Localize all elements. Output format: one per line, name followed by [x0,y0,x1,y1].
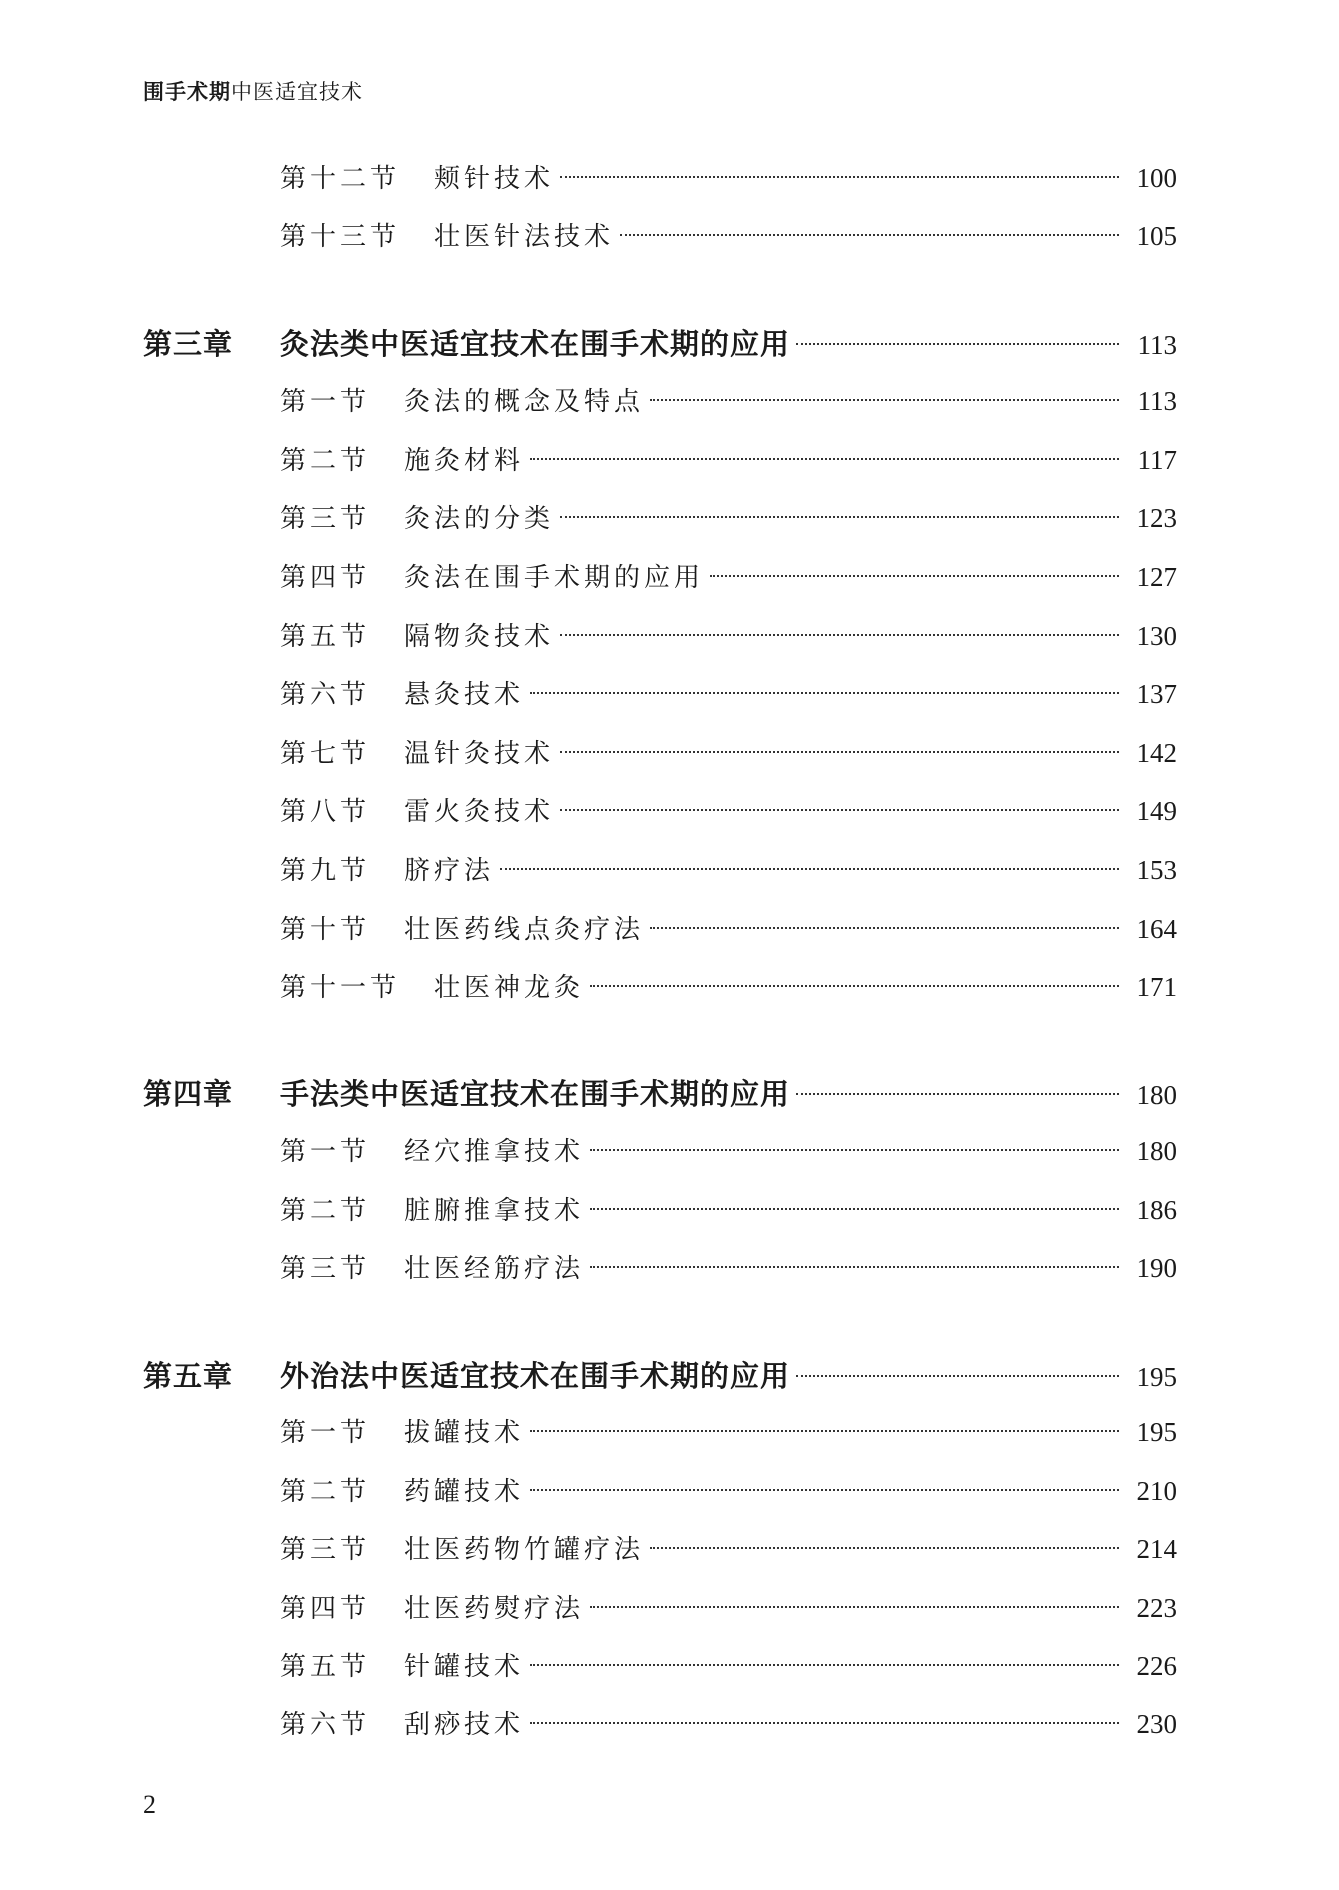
entry-title: 施灸材料 [404,446,525,476]
entry-page: 123 [1136,503,1177,533]
entry-page: 130 [1136,621,1177,651]
entry-page: 226 [1136,1651,1177,1681]
toc-section-entry[interactable] [280,1646,1177,1683]
dot-leader [560,751,1119,753]
toc-section-entry[interactable] [280,674,1177,711]
chapter-title: 外治法中医适宜技术在围手术期的应用 [280,1359,791,1393]
entry-page: 105 [1136,221,1177,251]
toc-section-entry[interactable] [280,967,1177,1004]
chapter-title: 灸法类中医适宜技术在围手术期的应用 [280,327,791,361]
dot-leader [530,1430,1119,1432]
entry-page: 153 [1136,855,1177,885]
dot-leader [650,927,1119,929]
running-head-bold: 围手术期 [143,79,231,104]
entry-page: 117 [1137,445,1177,475]
toc-section-entry[interactable] [280,1131,1177,1168]
entry-title: 灸法的分类 [404,504,555,534]
entry-number: 第四节 [280,563,371,593]
dot-leader [560,176,1119,178]
entry-number: 第十一节 [280,973,401,1003]
toc-section-entry[interactable] [280,158,1177,195]
entry-number: 第十节 [280,915,371,945]
entry-page: 214 [1136,1534,1177,1564]
dot-leader [560,516,1119,518]
toc-chapter-entry[interactable] [143,1072,1177,1113]
dot-leader [590,1266,1119,1268]
toc-section-entry[interactable] [280,850,1177,887]
toc-section-entry[interactable] [280,1190,1177,1227]
entry-number: 第二节 [280,1196,371,1226]
dot-leader [530,1722,1119,1724]
entry-title: 灸法在围手术期的应用 [404,563,705,593]
entry-title: 颊针技术 [434,164,555,194]
dot-leader [530,458,1119,460]
entry-number: 第二节 [280,446,371,476]
entry-page: 127 [1136,562,1177,592]
entry-page: 137 [1136,679,1177,709]
chapter-title: 手法类中医适宜技术在围手术期的应用 [280,1077,791,1111]
toc-section-entry[interactable] [280,1529,1177,1566]
dot-leader [530,1664,1119,1666]
entry-page: 142 [1136,738,1177,768]
entry-number: 第二节 [280,1477,371,1507]
chapter-number: 第三章 [143,327,234,361]
toc-section-entry[interactable] [280,440,1177,477]
entry-number: 第一节 [280,387,371,417]
toc-chapter-entry[interactable] [143,1354,1177,1395]
entry-title: 脏腑推拿技术 [404,1196,585,1226]
entry-title: 壮医药线点灸疗法 [404,915,645,945]
entry-title: 药罐技术 [404,1477,525,1507]
entry-title: 灸法的概念及特点 [404,387,645,417]
running-head-rest: 中医适宜技术 [231,80,363,104]
toc-section-entry[interactable] [280,1704,1177,1741]
entry-page: 113 [1137,386,1177,416]
toc-chapter-entry[interactable] [143,322,1177,363]
entry-number: 第三节 [280,1254,371,1284]
entry-title: 脐疗法 [404,856,495,886]
entry-title: 刮痧技术 [404,1710,525,1740]
entry-title: 壮医药物竹罐疗法 [404,1535,645,1565]
entry-number: 第三节 [280,504,371,534]
page-number: 2 [143,1790,156,1819]
dot-leader [710,575,1119,577]
entry-page: 100 [1136,163,1177,193]
entry-page: 210 [1136,1476,1177,1506]
toc-section-entry[interactable] [280,909,1177,946]
dot-leader [590,1149,1119,1151]
entry-page: 180 [1136,1080,1177,1110]
dot-leader [590,1606,1119,1608]
dot-leader [796,1375,1119,1377]
entry-title: 针罐技术 [404,1652,525,1682]
entry-number: 第四节 [280,1594,371,1624]
toc-section-entry[interactable] [280,733,1177,770]
entry-number: 第七节 [280,739,371,769]
toc-section-entry[interactable] [280,216,1177,253]
entry-number: 第九节 [280,856,371,886]
entry-number: 第一节 [280,1137,371,1167]
entry-title: 悬灸技术 [404,680,525,710]
dot-leader [530,692,1119,694]
dot-leader [500,868,1119,870]
toc-section-entry[interactable] [280,1588,1177,1625]
entry-number: 第八节 [280,797,371,827]
toc-section-entry[interactable] [280,1412,1177,1449]
entry-page: 195 [1136,1417,1177,1447]
dot-leader [590,985,1119,987]
entry-page: 164 [1136,914,1177,944]
chapter-number: 第四章 [143,1077,234,1111]
dot-leader [620,234,1119,236]
entry-page: 113 [1137,330,1177,360]
dot-leader [650,1547,1119,1549]
entry-page: 149 [1136,796,1177,826]
entry-title: 壮医神龙灸 [434,973,585,1003]
entry-title: 隔物灸技术 [404,622,555,652]
entry-title: 经穴推拿技术 [404,1137,585,1167]
entry-number: 第十二节 [280,164,401,194]
toc-section-entry[interactable] [280,1471,1177,1508]
dot-leader [590,1208,1119,1210]
entry-page: 171 [1136,972,1177,1002]
entry-title: 壮医药熨疗法 [404,1594,585,1624]
entry-page: 223 [1136,1593,1177,1623]
toc-section-entry[interactable] [280,1248,1177,1285]
entry-number: 第五节 [280,622,371,652]
toc-section-entry[interactable] [280,498,1177,535]
entry-title: 雷火灸技术 [404,797,555,827]
entry-number: 第三节 [280,1535,371,1565]
entry-number: 第十三节 [280,222,401,252]
entry-number: 第一节 [280,1418,371,1448]
entry-number: 第五节 [280,1652,371,1682]
entry-page: 180 [1136,1136,1177,1166]
entry-number: 第六节 [280,1710,371,1740]
entry-title: 温针灸技术 [404,739,555,769]
dot-leader [796,343,1119,345]
entry-page: 195 [1136,1362,1177,1392]
dot-leader [650,399,1119,401]
entry-page: 186 [1136,1195,1177,1225]
toc-section-entry[interactable] [280,557,1177,594]
entry-title: 壮医经筋疗法 [404,1254,585,1284]
entry-page: 230 [1136,1709,1177,1739]
chapter-number: 第五章 [143,1359,234,1393]
dot-leader [530,1489,1119,1491]
entry-number: 第六节 [280,680,371,710]
toc-section-entry[interactable] [280,791,1177,828]
dot-leader [560,634,1119,636]
entry-title: 拔罐技术 [404,1418,525,1448]
dot-leader [560,809,1119,811]
toc-section-entry[interactable] [280,381,1177,418]
entry-page: 190 [1136,1253,1177,1283]
dot-leader [796,1093,1119,1095]
entry-title: 壮医针法技术 [434,222,615,252]
toc-section-entry[interactable] [280,616,1177,653]
